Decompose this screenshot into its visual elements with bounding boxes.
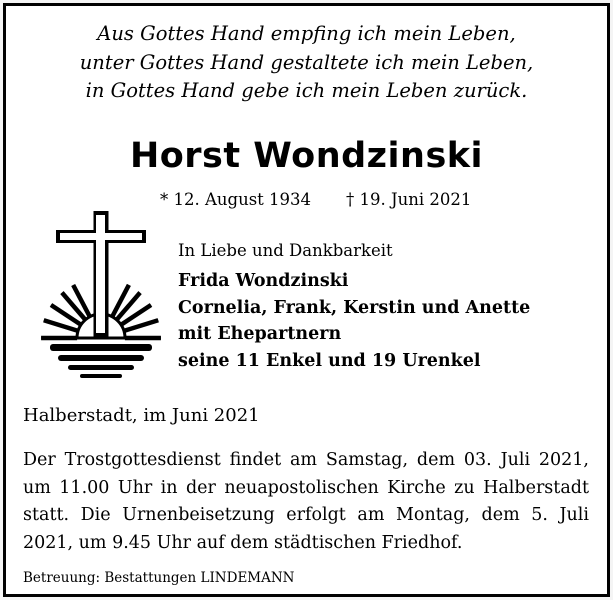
mourners-list (178, 268, 530, 374)
service-announcement (23, 447, 589, 557)
verse-line-2: unter Gottes Hand gestaltete ich mein Leben, (79, 50, 534, 74)
mourners-intro: In Liebe und Dankbarkeit (178, 241, 393, 260)
place-and-date: Halberstadt, im Juni 2021 (23, 405, 260, 426)
mourner-line: Cornelia, Frank, Kerstin und Anette (178, 297, 531, 318)
birth-date: * 12. August 1934 (160, 190, 312, 209)
deceased-name: Horst Wondzinski (129, 136, 484, 176)
mourner-line: mit Ehepartnern (178, 324, 342, 344)
verse-line-3: in Gottes Hand gebe ich mein Leben zurück. (85, 79, 528, 102)
mourners-block (178, 240, 530, 374)
obituary-card (3, 3, 610, 597)
bible-verse (6, 20, 607, 106)
service-line: statt. Die Urnenbeisetzung erfolgt am Montag, dem 5. Juli (23, 505, 589, 525)
mourner-line: seine 11 Enkel und 19 Urenkel (178, 350, 481, 371)
service-line: Der Trostgottesdienst findet am Samstag, dem 03. Juli 2021, (23, 450, 589, 470)
cross-over-rising-sun-and-water-icon (36, 203, 166, 398)
verse-line-1: Aus Gottes Hand empfing ich mein Leben, (97, 22, 516, 45)
mourner-line: Frida Wondzinski (178, 271, 349, 291)
death-date: † 19. Juni 2021 (346, 190, 472, 209)
service-line: 2021, um 9.45 Uhr auf dem städtischen Friedhof. (23, 532, 463, 553)
funeral-home-credit: Betreuung: Bestattungen LINDEMANN (23, 570, 295, 586)
service-line: um 11.00 Uhr in der neuapostolischen Kirche zu Halberstadt (23, 477, 589, 498)
